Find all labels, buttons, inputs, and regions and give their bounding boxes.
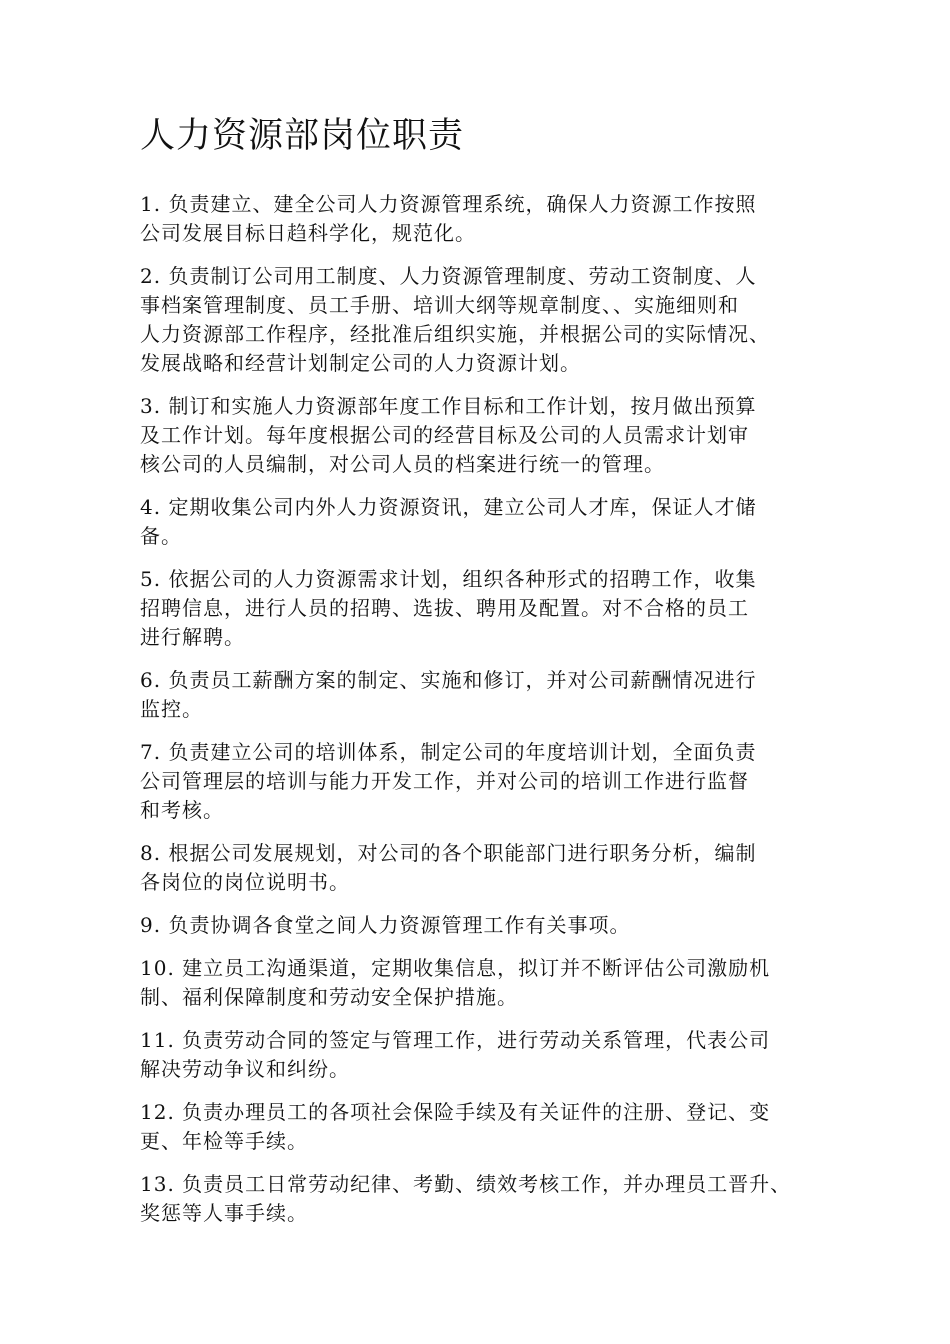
duty-item-line: 1. 负责建立、建全公司人力资源管理系统，确保人力资源工作按照 xyxy=(140,192,757,216)
duty-item-line: 公司发展目标日趋科学化，规范化。 xyxy=(140,221,476,245)
duty-item xyxy=(140,493,830,551)
duty-item-line: 及工作计划。每年度根据公司的经营目标及公司的人员需求计划审 xyxy=(140,423,749,447)
duty-item-line: 各岗位的岗位说明书。 xyxy=(140,870,350,894)
duty-item xyxy=(140,1098,830,1156)
duty-item-line: 12. 负责办理员工的各项社会保险手续及有关证件的注册、登记、变 xyxy=(140,1100,771,1124)
duty-item-line: 公司管理层的培训与能力开发工作，并对公司的培训工作进行监督 xyxy=(140,769,749,793)
duty-item-line: 进行解聘。 xyxy=(140,625,245,649)
duty-item-line: 和考核。 xyxy=(140,798,224,822)
duty-item-line: 监控。 xyxy=(140,697,203,721)
duty-item-line: 13. 负责员工日常劳动纪律、考勤、绩效考核工作，并办理员工晋升、 xyxy=(140,1172,792,1196)
duty-item-line: 11. 负责劳动合同的签定与管理工作，进行劳动关系管理，代表公司 xyxy=(140,1028,771,1052)
duty-item-line: 6. 负责员工薪酬方案的制定、实施和修订，并对公司薪酬情况进行 xyxy=(140,668,757,692)
duty-item-line: 备。 xyxy=(140,524,182,548)
document-title: 人力资源部岗位职责 xyxy=(140,116,465,156)
duty-item xyxy=(140,190,830,248)
duty-item-line: 8. 根据公司发展规划，对公司的各个职能部门进行职务分析，编制 xyxy=(140,841,757,865)
duty-item xyxy=(140,1026,830,1084)
duty-item xyxy=(140,565,830,652)
duty-item-line: 人力资源部工作程序，经批准后组织实施，并根据公司的实际情况、 xyxy=(140,322,770,346)
duty-item xyxy=(140,262,830,378)
duty-item-line: 奖惩等人事手续。 xyxy=(140,1201,308,1225)
duty-item-line: 核公司的人员编制，对公司人员的档案进行统一的管理。 xyxy=(140,452,665,476)
duty-item xyxy=(140,1170,830,1228)
duty-item-line: 解决劳动争议和纠纷。 xyxy=(140,1057,350,1081)
duty-item-line: 2. 负责制订公司用工制度、人力资源管理制度、劳动工资制度、人 xyxy=(140,264,757,288)
duty-item xyxy=(140,738,830,825)
duty-item-line: 发展战略和经营计划制定公司的人力资源计划。 xyxy=(140,351,581,375)
duty-item-line: 4. 定期收集公司内外人力资源资讯，建立公司人才库，保证人才储 xyxy=(140,495,757,519)
duty-item-line: 招聘信息，进行人员的招聘、选拔、聘用及配置。对不合格的员工 xyxy=(140,596,749,620)
duty-item-line: 3. 制订和实施人力资源部年度工作目标和工作计划，按月做出预算 xyxy=(140,394,757,418)
duty-item-line: 制、福利保障制度和劳动安全保护措施。 xyxy=(140,985,518,1009)
duty-item xyxy=(140,666,830,724)
duty-item-line: 更、年检等手续。 xyxy=(140,1129,308,1153)
duty-item-line: 事档案管理制度、员工手册、培训大纲等规章制度、、实施细则和 xyxy=(140,293,739,317)
duty-item xyxy=(140,392,830,479)
duty-item-line: 5. 依据公司的人力资源需求计划，组织各种形式的招聘工作，收集 xyxy=(140,567,757,591)
duty-list xyxy=(140,190,830,1228)
duty-item-line: 7. 负责建立公司的培训体系，制定公司的年度培训计划，全面负责 xyxy=(140,740,757,764)
duty-item xyxy=(140,911,830,940)
duty-item-line: 10. 建立员工沟通渠道，定期收集信息，拟订并不断评估公司激励机 xyxy=(140,956,771,980)
duty-item xyxy=(140,954,830,1012)
duty-item xyxy=(140,839,830,897)
duty-item-line: 9. 负责协调各食堂之间人力资源管理工作有关事项。 xyxy=(140,913,631,937)
